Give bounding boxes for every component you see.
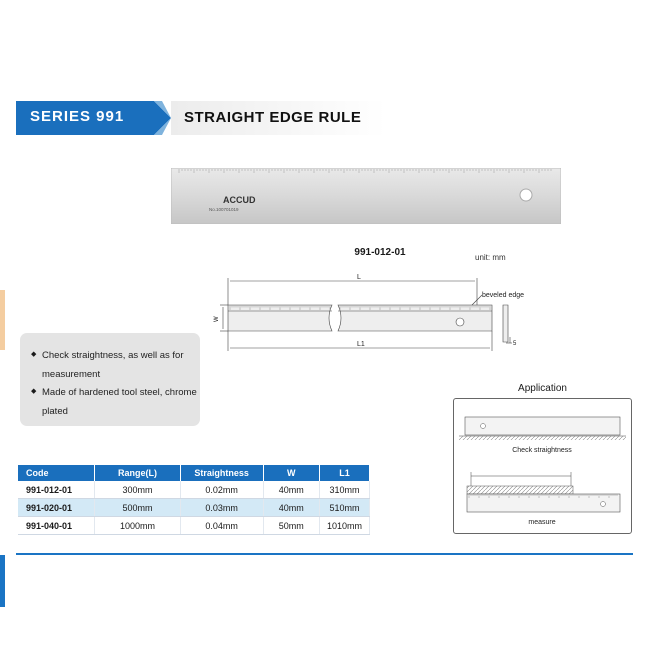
feature-item: Made of hardened tool steel, chrome plated — [42, 387, 197, 417]
cell-range: 300mm — [95, 481, 180, 499]
cell-w: 40mm — [263, 481, 320, 499]
beveled-edge-label: beveled edge — [482, 292, 525, 299]
brand-logo: ACCUD — [223, 195, 256, 205]
application-title: Application — [518, 383, 567, 394]
cell-straightness: 0.03mm — [180, 499, 263, 517]
cell-code: 991-012-01 — [18, 481, 95, 499]
cell-l1: 1010mm — [320, 517, 370, 535]
product-title: STRAIGHT EDGE RULE — [184, 109, 362, 126]
footer-divider — [16, 553, 633, 555]
cell-range: 1000mm — [95, 517, 180, 535]
bullet-icon: ◆ — [31, 388, 37, 395]
cell-w: 50mm — [263, 517, 320, 535]
application-illustration — [453, 398, 632, 534]
dim-L1: L1 — [357, 341, 365, 348]
dim-L: L — [357, 274, 361, 281]
spec-table — [18, 465, 370, 535]
table-row — [18, 499, 370, 517]
table-row — [18, 517, 370, 535]
table-row — [18, 481, 370, 499]
table-header-row — [18, 465, 370, 481]
dim-5: 5 — [513, 341, 517, 347]
cell-straightness: 0.02mm — [180, 481, 263, 499]
bullet-icon: ◆ — [31, 351, 37, 358]
caption-measure: measure — [528, 519, 556, 526]
side-tab-orange — [0, 290, 5, 350]
side-tab-blue — [0, 555, 5, 607]
cell-w: 40mm — [263, 499, 320, 517]
col-code: Code — [18, 465, 95, 481]
dim-W: W — [214, 316, 220, 322]
col-w: W — [263, 465, 320, 481]
cell-straightness: 0.04mm — [180, 517, 263, 535]
col-straightness: Straightness — [180, 465, 263, 481]
unit-label: unit: mm — [475, 253, 506, 262]
caption-check-straightness: Check straightness — [512, 447, 572, 454]
ruler-photo — [171, 168, 561, 224]
cell-l1: 510mm — [320, 499, 370, 517]
technical-drawing — [210, 265, 530, 355]
col-l1: L1 — [320, 465, 370, 481]
cell-code: 991-020-01 — [18, 499, 95, 517]
cell-range: 500mm — [95, 499, 180, 517]
cell-code: 991-040-01 — [18, 517, 95, 535]
drawing-code: 991-012-01 — [354, 247, 406, 258]
serial-number: No.100701019 — [209, 207, 239, 212]
feature-item: Check straightness, as well as for measurement — [42, 350, 184, 380]
cell-l1: 310mm — [320, 481, 370, 499]
series-label: SERIES 991 — [30, 108, 125, 125]
col-range: Range(L) — [95, 465, 180, 481]
